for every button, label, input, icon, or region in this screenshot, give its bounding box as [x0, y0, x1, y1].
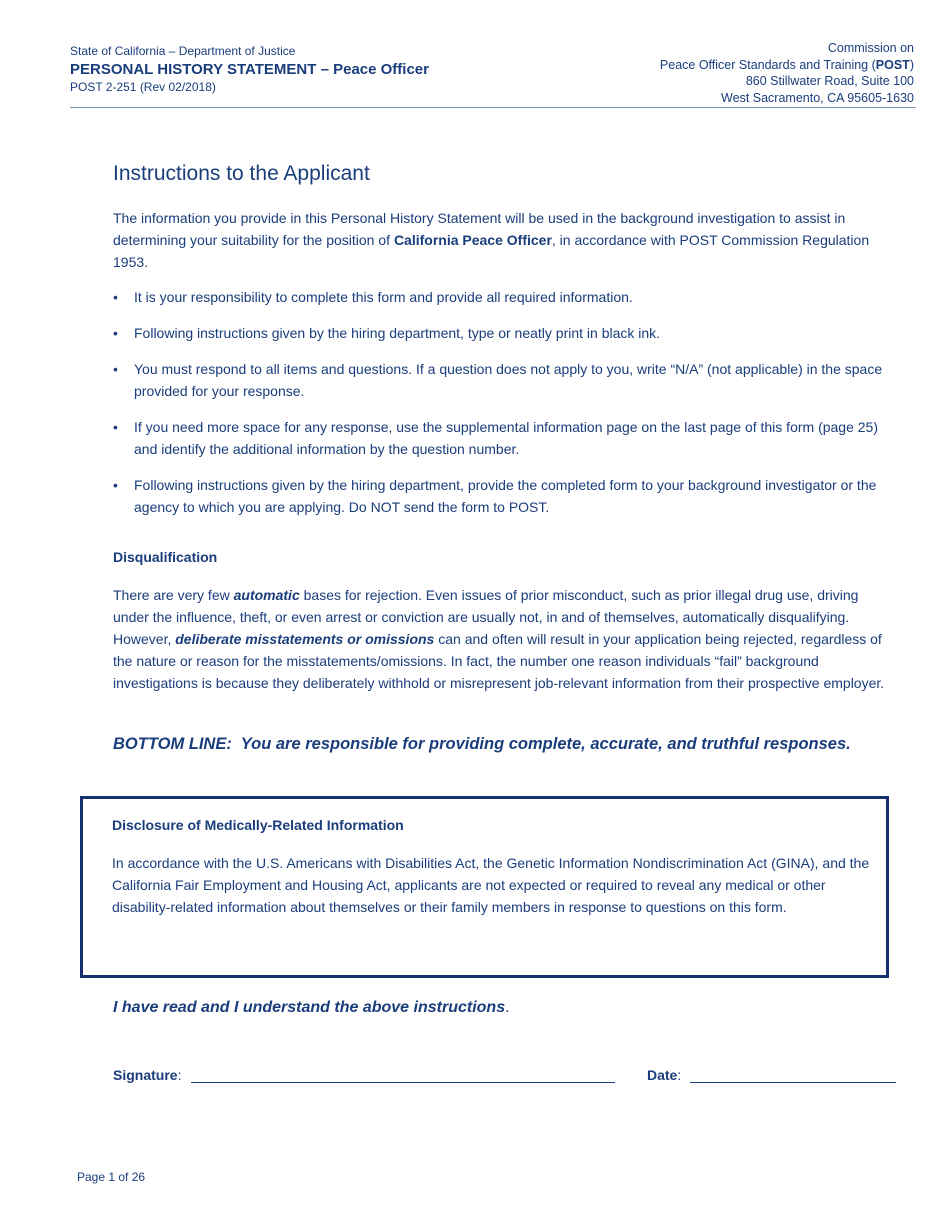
bullet-icon: •: [113, 477, 118, 493]
form-header-right: [660, 40, 914, 106]
signature-field[interactable]: [191, 1082, 615, 1083]
instructions-heading: Instructions to the Applicant: [113, 162, 370, 185]
disqualification-paragraph: [113, 584, 893, 694]
date-label-text: Date: [647, 1067, 678, 1083]
disq-emphasis-automatic: automatic: [233, 587, 300, 603]
address-line1: 860 Stillwater Road, Suite 100: [745, 74, 914, 88]
form-title: [70, 60, 429, 79]
instruction-item: [113, 358, 893, 402]
disq-part3: can and often will result in your application being rejected, regardless of the nature or reason for the misstatements/omissions. In fact, the number one reason individuals “fail” background investigations is because they deliberately withhold or misrepresent job-relevant information from their prospective employer.: [113, 631, 885, 691]
instruction-item: [113, 474, 893, 518]
bullet-icon: •: [113, 289, 118, 305]
instruction-item: [113, 322, 893, 344]
disclosure-heading: Disclosure of Medically-Related Information: [112, 817, 404, 833]
form-title-main: PERSONAL HISTORY STATEMENT –: [70, 61, 334, 78]
bottom-line-colon: :: [226, 735, 232, 753]
commission-acronym: POST: [875, 57, 910, 72]
disq-part1: There are very few: [113, 587, 234, 603]
date-colon: :: [677, 1067, 682, 1083]
form-number: POST 2-251 (Rev 02/2018): [70, 80, 216, 94]
instruction-text: Following instructions given by the hiring department, provide the completed form to your background investigator or the agency to which you are applying. Do NOT send the form to POST.: [134, 477, 877, 515]
bullet-icon: •: [113, 325, 118, 341]
bottom-line-label: BOTTOM LINE: [113, 735, 227, 753]
form-title-suffix: Peace Officer: [333, 61, 429, 78]
date-label: [647, 1066, 681, 1084]
signature-label: [113, 1066, 181, 1084]
agency-name: State of California – Department of Justice: [70, 44, 296, 58]
bullet-icon: •: [113, 361, 118, 377]
commission-line2-pre: Peace Officer Standards and Training (: [659, 57, 876, 72]
signature-label-text: Signature: [113, 1067, 178, 1083]
acknowledgement-text: I have read and I understand the above instructions: [113, 999, 506, 1016]
bottom-line-statement: [113, 733, 851, 755]
header-divider: [70, 107, 916, 108]
intro-position: California Peace Officer: [393, 232, 552, 248]
commission-line2: [660, 57, 914, 74]
form-header-left: [70, 44, 429, 95]
acknowledgement-statement: [113, 998, 510, 1018]
instruction-text: You must respond to all items and questions. If a question does not apply to you, write “N/A” (not applicable) in the space provided for your response.: [134, 361, 883, 399]
commission-line2-post: ): [909, 57, 914, 72]
intro-pre: The information you provide in this Personal History Statement will be used in the background investigation to assist in determining your suitability for the position of: [113, 210, 846, 248]
disqualification-heading: Disqualification: [113, 549, 218, 565]
page-number: Page 1 of 26: [77, 1170, 146, 1184]
instruction-item: [113, 286, 893, 308]
intro-post: , in accordance with POST Commission Regulation 1953.: [113, 232, 870, 270]
instruction-item: [113, 416, 893, 460]
bullet-icon: •: [113, 419, 118, 435]
instructions-intro: [113, 207, 893, 273]
acknowledgement-period: .: [505, 999, 510, 1016]
disclosure-text: In accordance with the U.S. Americans with Disabilities Act, the Genetic Information Nondiscrimination Act (GINA), and the California Fair Employment and Housing Act, applicants are not expected or required to reveal any medical or other disability-related information about themselves or their family members in response to questions on this form.: [112, 855, 870, 915]
date-field[interactable]: [690, 1082, 896, 1083]
signature-colon: :: [177, 1067, 182, 1083]
instructions-list: [113, 286, 893, 518]
commission-line1: Commission on: [827, 41, 914, 55]
instruction-text: It is your responsibility to complete this form and provide all required information.: [134, 289, 633, 305]
disq-emphasis-misstatements: deliberate misstatements or omissions: [175, 631, 435, 647]
bottom-line-text: You are responsible for providing complete, accurate, and truthful responses.: [231, 735, 851, 753]
instruction-text: If you need more space for any response, use the supplemental information page on the last page of this form (page 25) and identify the additional information by the question number.: [134, 419, 879, 457]
disq-part2: bases for rejection. Even issues of prior misconduct, such as prior illegal drug use, driving under the influence, theft, or even arrest or conviction are usually not, in and of themselves, automatically disqualifying. However,: [113, 587, 859, 647]
instruction-text: Following instructions given by the hiring department, type or neatly print in black ink.: [134, 325, 661, 341]
address-line2: West Sacramento, CA 95605-1630: [721, 90, 914, 105]
